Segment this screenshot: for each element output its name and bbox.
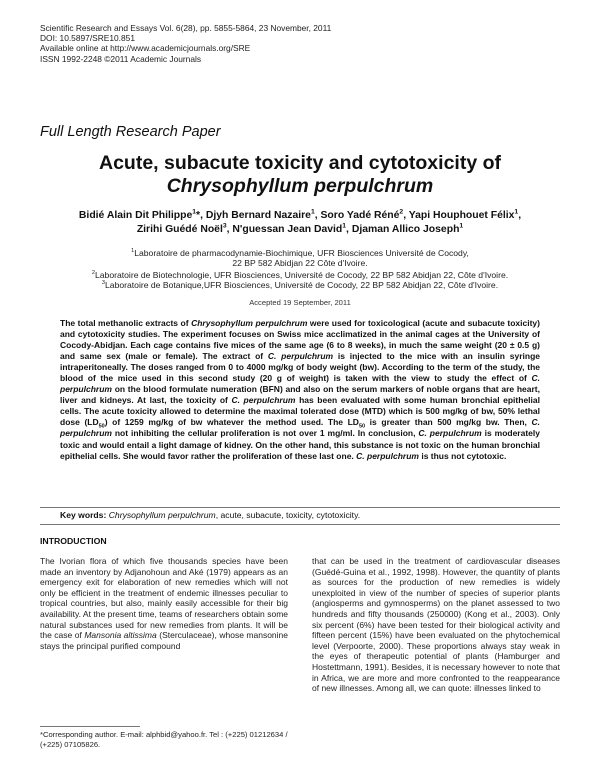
affiliation-1 — [40, 248, 560, 259]
left-column-paragraph-cont: (Sterculaceae), whose mansonine stays the principal purified compound — [40, 630, 289, 651]
author-2-affil: 1 — [310, 208, 315, 216]
abstract-species: Chrysophyllum perpulchrum — [191, 318, 308, 328]
abstract-subscript: 50 — [98, 424, 105, 431]
abstract-text: has been evaluated with some human bronchial epithelial cells. The acute toxicity allowed to determine the maximal tolerated dose (MTD) which is 500 mg/kg of bw, 50% lethal dose (LD — [60, 395, 540, 428]
author-1-affil: 1 — [192, 208, 197, 216]
left-column-paragraph: The Ivorian flora of which five thousands species have been made an inventory by Adjanohoun and Aké (1979) appears as an emergency exit for elaboration of new remedies which will not only be efficient in the treatment of endemic illnesses peculiar to tropical countries, but also, mainly easily accessible for their big availability. At the present time, teams of researchers obtain some natural substances used for new remedies from plants. It will be the case of — [40, 556, 288, 641]
keywords-species: Chrysophyllum perpulchrum — [108, 510, 216, 520]
author-7-affil: 1 — [459, 222, 464, 230]
author-2: , Djyh Bernard Nazaire — [200, 210, 311, 221]
title-line-2: Chrysophyllum perpulchrum — [166, 175, 434, 197]
author-7: , Djaman Allico Joseph — [346, 224, 460, 235]
affiliation-2-text: Laboratoire de Biotechnologie, UFR Biosciences, Université de Cocody, 22 BP 582 Abidjan 22, Côte d'Ivoire. — [95, 270, 509, 280]
affiliation-3-text: Laboratoire de Botanique,UFR Biosciences, Université de Cocody, 22 BP 582 Abidjan 22, Côte d'Ivoire. — [105, 280, 499, 290]
abstract-text: is injected to the mice with an insulin syringe intraperitoneally. The doses ranged from 0 to 4000 mg/kg of body weight (bw). According to the term of the study, the blood of the mice used in this second study (20 g of weight) is taken with the view to study the effect of — [60, 351, 540, 384]
abstract-text: is moderately toxic and would entail a light damage of kidney. On the other hand, this substance is not toxic on the human bronchial epithelial cells. She would favor rather the proliferation of these last one. — [60, 428, 540, 461]
author-4-tail: , — [518, 210, 522, 221]
affiliation-3-number: 3 — [101, 280, 106, 287]
abstract-species: C. perpulchrum — [418, 428, 482, 439]
left-column-species: Mansonia altissima — [84, 630, 157, 641]
left-column-text — [40, 556, 288, 651]
abstract-species: C. perpulchrum — [356, 450, 419, 461]
keywords-rule-bottom — [40, 524, 560, 525]
accepted-date: Accepted 19 September, 2011 — [249, 298, 351, 307]
affiliation-1-text: Laboratoire de pharmacodynamie-Biochimique, UFR Biosciences Université de Cocody, — [134, 248, 469, 258]
keywords-rule-top — [40, 507, 560, 508]
keywords-values: , acute, subacute, toxicity, cytotoxicity. — [215, 510, 361, 520]
keywords — [60, 510, 540, 520]
author-3-affil: 2 — [399, 208, 404, 216]
abstract-text: on the blood formulate numeration (BFN) and also on the serum markers of noble organs that are heart, liver and kidneys. At last, the toxicity of — [60, 384, 540, 406]
authors-line-2 — [40, 223, 560, 237]
footnote-rule — [40, 726, 140, 727]
online-url[interactable]: Available online at http://www.academicjournals.org/SRE — [40, 43, 251, 54]
abstract — [60, 318, 540, 462]
affiliation-2 — [40, 270, 560, 281]
abstract-text: not inhibiting the cellular proliferation is not over 1 mg/ml. In conclusion, — [111, 428, 419, 439]
doi: DOI: 10.5897/SRE10.851 — [40, 33, 135, 44]
abstract-text: ) of 1259 mg/kg of bw whatever the method used. The LD — [104, 417, 359, 428]
abstract-text: were used for toxicological (acute and subacute toxicity) and cytotoxicity studies. The experiment focuses on Swiss mice acclimatized in the animal cages at the University of Cocody-Abidjan. Each cage contains five mices of the same age (6 to 8 weeks), in much the same weight (20 ± 0.5 g) and same sex (male or female). The extract of — [60, 318, 540, 362]
corresponding-author-footnote: *Corresponding author. E-mail: alphbid@yahoo.fr. Tel : (+225) 01212634 / (+225) 07105826. — [40, 730, 288, 749]
section-heading-introduction: INTRODUCTION — [40, 536, 107, 546]
journal-citation: Scientific Research and Essays Vol. 6(28), pp. 5855-5864, 23 November, 2011 — [40, 23, 332, 33]
author-6: , N'guessan Jean David — [226, 224, 343, 235]
author-6-affil: 1 — [342, 222, 347, 230]
affiliation-3 — [40, 280, 560, 291]
authors-line-1 — [40, 209, 560, 223]
abstract-text: is thus not cytotoxic. — [418, 450, 507, 461]
abstract-species: C. perpulchrum — [60, 373, 540, 395]
abstract-subscript: 50 — [358, 424, 366, 431]
abstract-species: C. perpulchrum — [231, 395, 296, 406]
abstract-text: is greater than 500 mg/kg bw. Then, — [365, 417, 532, 428]
abstract-species: C. perpulchrum — [60, 417, 540, 439]
author-3: , Soro Yadé Réné — [314, 210, 400, 221]
issn: ISSN 1992-2248 ©2011 Academic Journals — [40, 53, 202, 64]
abstract-text: The total methanolic extracts of — [60, 318, 192, 328]
author-1: Bidié Alain Dit Philippe — [78, 210, 193, 221]
affiliation-1-cont: 22 BP 582 Abidjan 22 Côte d'Ivoire. — [232, 258, 368, 268]
author-4-affil: 1 — [514, 208, 519, 216]
abstract-species: C. perpulchrum — [267, 351, 334, 362]
journal-header — [40, 23, 331, 64]
affiliation-2-number: 2 — [91, 270, 95, 277]
author-5-affil: 3 — [222, 222, 227, 230]
corresponding-mark: * — [196, 210, 201, 221]
keywords-label: Key words: — [60, 510, 107, 520]
right-column-text: that can be used in the treatment of cardiovascular diseases (Guédé-Guina et al., 1992, 1998). However, the quantity of plants as sources for the production of new remedies is widely unexploited in view of the number of species of superior plants (angiosperms and gymnosperms) on the planet assessed to two hundreds and fifty thousands (250000) (Kong et al., 2003). Only six percent (6%) have been tested for their biological activity and fifteen percent (15%) have been evaluated on the phytochemical level (Verpoorte, 2000). These proportions always stay weak in the eyes of therapeutic potential of plants (Hamburger and Hostettmann, 1991). Besides, it is necessary however to note that in Africa, we are more and more confronted to the reappearance of new illnesses. Among all, we can quote: illnesses linked to — [312, 556, 560, 694]
paper-type: Full Length Research Paper — [40, 124, 221, 140]
affiliation-1-number: 1 — [131, 248, 135, 255]
title-line-1: Acute, subacute toxicity and cytotoxicity of — [99, 152, 501, 174]
author-4: , Yapi Houphouet Félix — [403, 210, 515, 221]
author-5: Zirihi Guédé Noël — [136, 224, 223, 235]
